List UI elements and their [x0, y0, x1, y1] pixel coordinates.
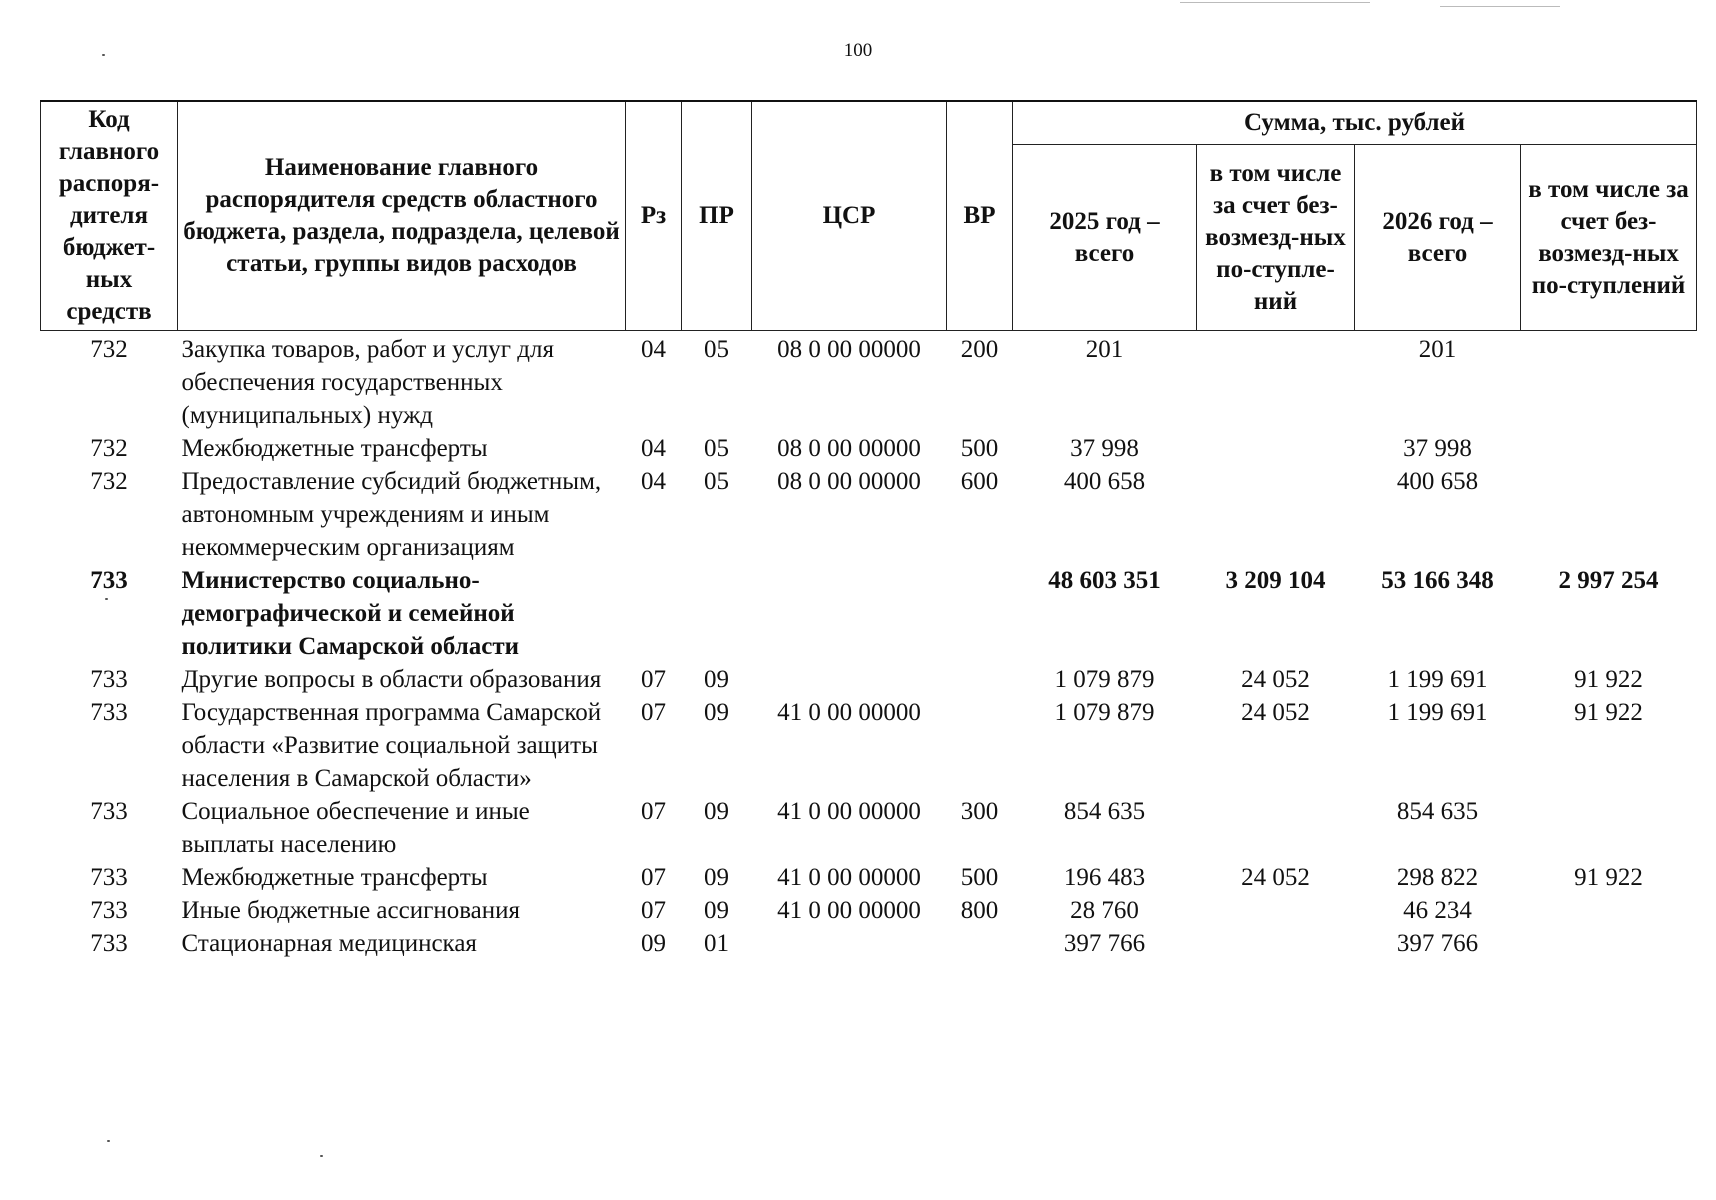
cell-rz: 07	[641, 699, 666, 726]
cell-pr: 05	[704, 468, 729, 495]
cell-free-2026	[1521, 432, 1697, 465]
cell-total-2026: 400 658	[1396, 468, 1479, 495]
cell-csr: 41 0 00 00000	[777, 798, 921, 825]
cell-free-2025	[1197, 927, 1355, 960]
cell-name: Предоставление субсидий бюджетным, автономным учреждениям и иным некоммерческим организациям	[181, 468, 602, 561]
cell-code: 733	[90, 567, 128, 594]
cell-rz: 07	[641, 897, 666, 924]
cell-total-2025: 37 998	[1070, 435, 1139, 462]
cell-free-2026	[1521, 331, 1697, 433]
cell-pr: 05	[704, 435, 729, 462]
cell-total-2026: 854 635	[1396, 798, 1479, 825]
cell-csr: 41 0 00 00000	[777, 897, 921, 924]
cell-free-2025	[1197, 331, 1355, 433]
cell-code: 732	[90, 435, 128, 462]
cell-total-2025: 397 766	[1063, 930, 1146, 957]
cell-total-2026: 1 199 691	[1387, 666, 1488, 693]
cell-code: 732	[90, 336, 128, 363]
cell-free-2025: 24 052	[1241, 699, 1310, 726]
cell-total-2025: 854 635	[1063, 798, 1146, 825]
cell-pr: 09	[704, 864, 729, 891]
cell-rz: 07	[641, 666, 666, 693]
cell-csr: 41 0 00 00000	[777, 864, 921, 891]
header-free-2025: в том числе за счет без-возмезд-ных по-ступле-ний	[1197, 145, 1355, 331]
cell-pr: 09	[704, 699, 729, 726]
cell-code: 733	[90, 699, 128, 726]
cell-vr	[947, 927, 1013, 960]
cell-free-2026: 91 922	[1574, 666, 1643, 693]
cell-name: Иные бюджетные ассигнования	[181, 897, 521, 924]
header-sum: Сумма, тыс. рублей	[1013, 101, 1697, 145]
cell-free-2026: 91 922	[1574, 864, 1643, 891]
cell-total-2026: 37 998	[1403, 435, 1472, 462]
scan-artifact	[1180, 2, 1370, 3]
cell-name: Межбюджетные трансферты	[181, 864, 488, 891]
cell-csr: 08 0 00 00000	[777, 336, 921, 363]
cell-name: Государственная программа Самарской области «Развитие социальной защиты населения в Самарской области»	[181, 699, 602, 792]
header-total-2026: 2026 год – всего	[1355, 145, 1521, 331]
header-csr: ЦСР	[752, 101, 947, 331]
table-row-ministry-total	[41, 564, 1697, 663]
cell-free-2025: 24 052	[1241, 666, 1310, 693]
cell-vr: 600	[960, 468, 999, 495]
table-row	[41, 331, 1697, 433]
cell-code: 733	[90, 666, 128, 693]
cell-free-2025	[1197, 894, 1355, 927]
cell-free-2025: 24 052	[1241, 864, 1310, 891]
cell-name: Стационарная медицинская	[181, 930, 477, 957]
page-number: 100	[843, 40, 873, 61]
cell-free-2026	[1521, 894, 1697, 927]
cell-free-2025	[1197, 795, 1355, 861]
cell-free-2026	[1521, 795, 1697, 861]
cell-free-2025: 3 209 104	[1225, 567, 1326, 594]
cell-pr: 01	[704, 930, 729, 957]
cell-code: 732	[90, 468, 128, 495]
cell-name: Министерство социально-демографической и семейной политики Самарской области	[181, 567, 520, 660]
cell-vr: 800	[960, 897, 999, 924]
cell-pr: 09	[704, 798, 729, 825]
cell-name: Социальное обеспечение и иные выплаты населению	[181, 798, 530, 858]
cell-rz	[626, 564, 682, 663]
cell-rz: 07	[641, 798, 666, 825]
cell-name: Межбюджетные трансферты	[181, 435, 488, 462]
cell-free-2026: 2 997 254	[1558, 567, 1659, 594]
table-row	[41, 894, 1697, 927]
table-row	[41, 696, 1697, 795]
cell-pr: 09	[704, 897, 729, 924]
cell-rz: 09	[641, 930, 666, 957]
table-row	[41, 795, 1697, 861]
header-free-2026: в том числе за счет без-возмезд-ных по-ступлений	[1521, 145, 1697, 331]
cell-vr: 500	[960, 864, 999, 891]
cell-total-2025: 48 603 351	[1048, 567, 1161, 594]
cell-free-2025	[1197, 465, 1355, 564]
cell-pr: 05	[704, 336, 729, 363]
header-vr: ВР	[947, 101, 1013, 331]
header-name: Наименование главного распорядителя средств областного бюджета, раздела, подраздела, целевой статьи, группы видов расходов	[178, 101, 626, 331]
cell-rz: 04	[641, 468, 666, 495]
cell-rz: 04	[641, 435, 666, 462]
table-row	[41, 432, 1697, 465]
table-body	[41, 331, 1697, 961]
cell-pr	[682, 564, 752, 663]
cell-vr: 200	[960, 336, 999, 363]
cell-name: Другие вопросы в области образования	[181, 666, 602, 693]
budget-table	[40, 100, 1697, 960]
cell-total-2025: 400 658	[1063, 468, 1146, 495]
cell-total-2025: 1 079 879	[1054, 699, 1155, 726]
cell-code: 733	[90, 897, 128, 924]
cell-total-2025: 201	[1085, 336, 1124, 363]
cell-total-2025: 1 079 879	[1054, 666, 1155, 693]
cell-csr	[752, 927, 947, 960]
cell-csr: 08 0 00 00000	[777, 435, 921, 462]
header-rz: Рз	[626, 101, 682, 331]
cell-free-2026	[1521, 927, 1697, 960]
cell-vr: 300	[960, 798, 999, 825]
cell-total-2026: 298 822	[1396, 864, 1479, 891]
table-row	[41, 663, 1697, 696]
cell-code: 733	[90, 798, 128, 825]
cell-total-2025: 196 483	[1063, 864, 1146, 891]
cell-csr	[752, 663, 947, 696]
cell-code: 733	[90, 930, 128, 957]
cell-free-2025	[1197, 432, 1355, 465]
cell-csr: 08 0 00 00000	[777, 468, 921, 495]
table-row	[41, 465, 1697, 564]
header-total-2025: 2025 год – всего	[1013, 145, 1197, 331]
cell-total-2026: 46 234	[1403, 897, 1472, 924]
cell-total-2026: 201	[1418, 336, 1457, 363]
cell-total-2025: 28 760	[1070, 897, 1139, 924]
cell-csr: 41 0 00 00000	[777, 699, 921, 726]
cell-pr: 09	[704, 666, 729, 693]
scan-speck	[107, 1140, 110, 1142]
cell-total-2026: 53 166 348	[1381, 567, 1494, 594]
cell-total-2026: 1 199 691	[1387, 699, 1488, 726]
cell-rz: 04	[641, 336, 666, 363]
cell-rz: 07	[641, 864, 666, 891]
header-pr: ПР	[682, 101, 752, 331]
cell-vr	[947, 663, 1013, 696]
cell-total-2026: 397 766	[1396, 930, 1479, 957]
table-row	[41, 927, 1697, 960]
cell-vr: 500	[960, 435, 999, 462]
scan-speck	[320, 1155, 323, 1157]
cell-free-2026: 91 922	[1574, 699, 1643, 726]
header-code: Код главного распоря-дителя бюджет-ных средств	[41, 101, 178, 331]
table-header	[41, 101, 1697, 331]
cell-csr	[752, 564, 947, 663]
cell-name: Закупка товаров, работ и услуг для обеспечения государственных (муниципальных) нужд	[181, 336, 554, 429]
cell-free-2026	[1521, 465, 1697, 564]
cell-vr	[947, 696, 1013, 795]
cell-vr	[947, 564, 1013, 663]
cell-code: 733	[90, 864, 128, 891]
scan-artifact	[1440, 6, 1560, 7]
table-row	[41, 861, 1697, 894]
